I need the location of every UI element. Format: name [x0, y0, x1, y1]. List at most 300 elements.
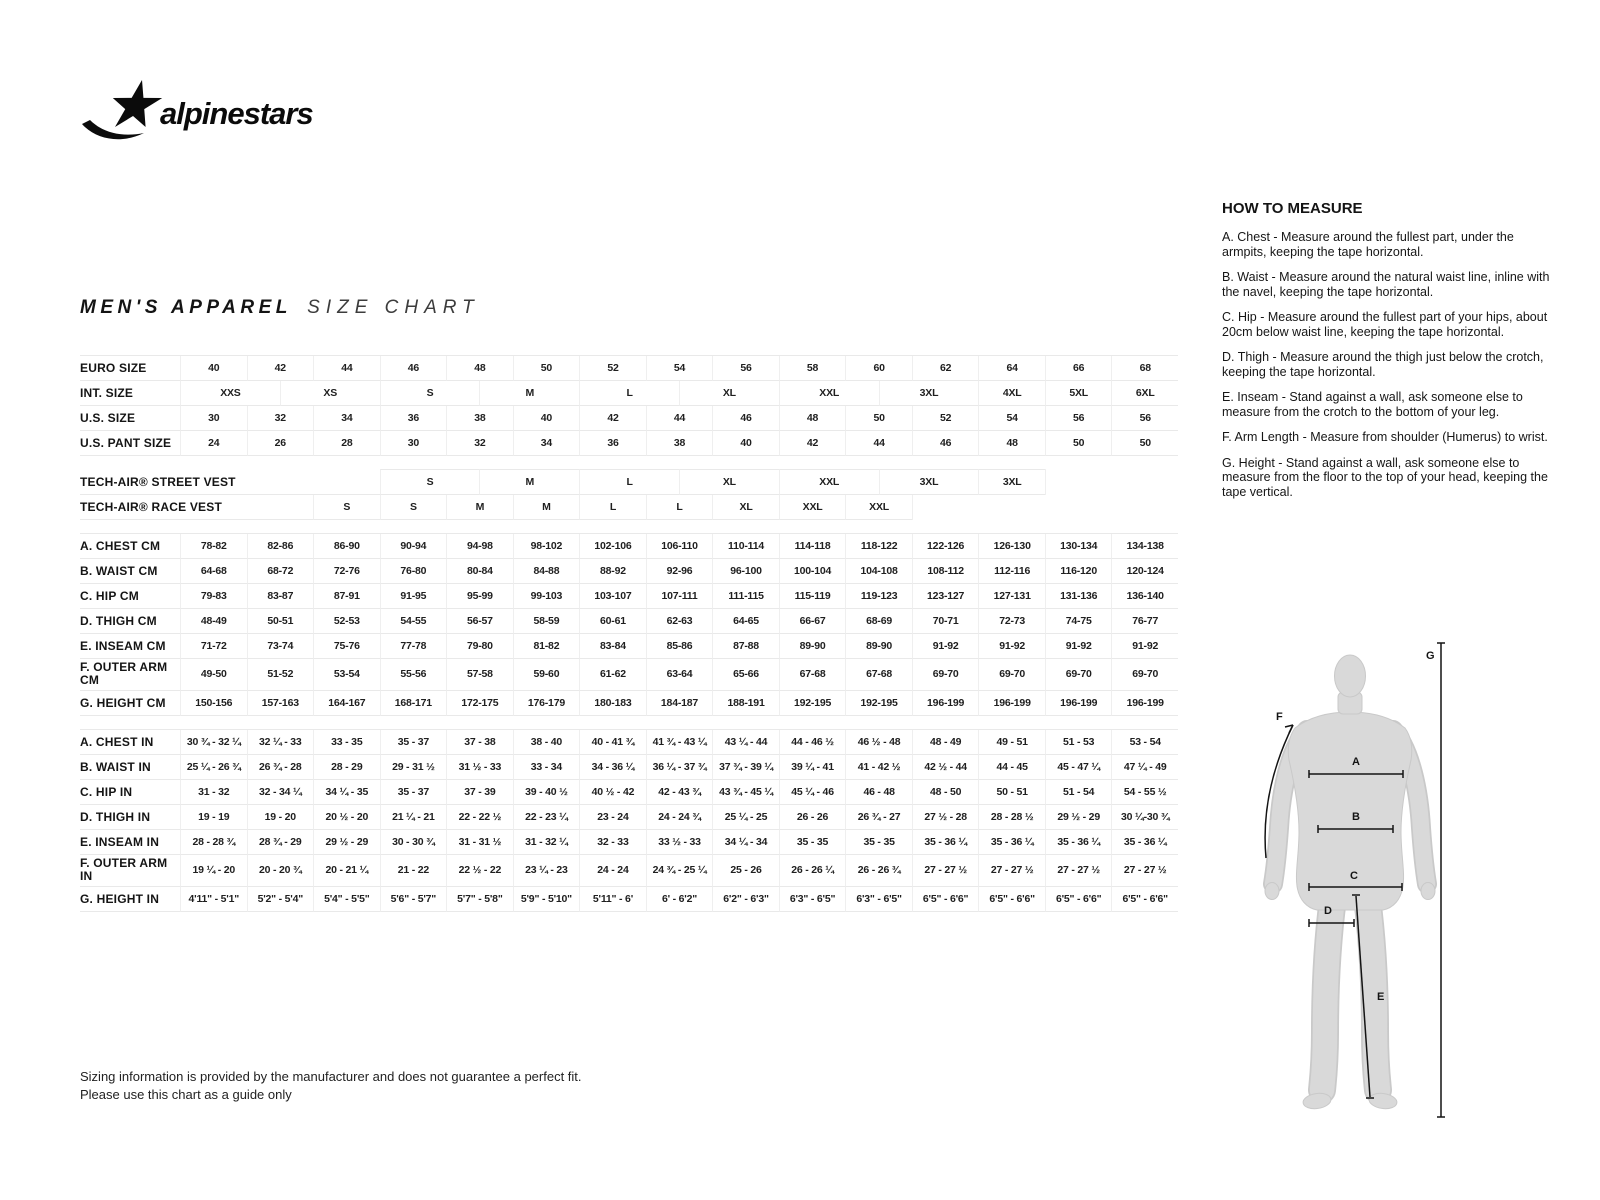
size-cell: 3XL — [879, 469, 979, 495]
size-cell: 26 - 26 — [779, 805, 846, 830]
size-cell: 44 — [646, 406, 713, 431]
size-cell: 71-72 — [180, 634, 247, 659]
size-cell: 25 ¼ - 25 — [712, 805, 779, 830]
size-cell: L — [579, 469, 679, 495]
size-cell: 54 - 55 ½ — [1111, 780, 1178, 805]
size-cell: 27 - 27 ½ — [912, 855, 979, 887]
size-cell: 123-127 — [912, 584, 979, 609]
size-cell: M — [446, 495, 513, 520]
size-cell: 65-66 — [712, 659, 779, 691]
size-cell: 26 - 26 ¼ — [779, 855, 846, 887]
size-cell: 157-163 — [247, 691, 314, 716]
size-cell: 53 - 54 — [1111, 730, 1178, 755]
size-cell: 20 ½ - 20 — [313, 805, 380, 830]
size-cell: 42 — [779, 431, 846, 456]
size-cell: M — [479, 381, 579, 406]
size-cell: 58-59 — [513, 609, 580, 634]
size-cell: 86-90 — [313, 534, 380, 559]
logo-wordmark: alpinestars — [160, 96, 313, 131]
size-cell: 56-57 — [446, 609, 513, 634]
size-cell: 196-199 — [978, 691, 1045, 716]
size-cell: 32 - 33 — [579, 830, 646, 855]
row-label: U.S. PANT SIZE — [80, 431, 180, 456]
measure-item: G. Height - Stand against a wall, ask someone else to measure from the floor to the top of your head, keeping the tape vertical. — [1222, 455, 1548, 499]
size-cell: 62 — [912, 356, 979, 381]
diagram-label-d: D — [1324, 905, 1332, 917]
size-cell: 20 - 21 ¼ — [313, 855, 380, 887]
footer-note — [80, 1068, 582, 1103]
size-cell: 98-102 — [513, 534, 580, 559]
size-cell: 39 - 40 ½ — [513, 780, 580, 805]
size-cell: 91-92 — [1111, 634, 1178, 659]
size-cell: 30 — [380, 431, 447, 456]
size-cell: 42 ½ - 44 — [912, 755, 979, 780]
size-cell: 19 ¼ - 20 — [180, 855, 247, 887]
size-cell: S — [380, 495, 447, 520]
size-cell: 6'5" - 6'6" — [1045, 887, 1112, 912]
size-cell: 44 - 45 — [978, 755, 1045, 780]
size-cell: XL — [679, 469, 779, 495]
size-cell: 61-62 — [579, 659, 646, 691]
size-cell: 56 — [1111, 406, 1178, 431]
size-cell: 90-94 — [380, 534, 447, 559]
size-cell: 6'2" - 6'3" — [712, 887, 779, 912]
size-cell: 184-187 — [646, 691, 713, 716]
page-title-primary: MEN'S APPAREL — [80, 297, 292, 318]
size-cell: 50-51 — [247, 609, 314, 634]
size-cell: 49-50 — [180, 659, 247, 691]
size-cell: 25 - 26 — [712, 855, 779, 887]
row-label: E. INSEAM CM — [80, 634, 180, 659]
table-block — [80, 729, 1178, 912]
size-cell: XXS — [180, 381, 280, 406]
measure-item: B. Waist - Measure around the natural waist line, inline with the navel, keeping the tape horizontal. — [1222, 270, 1550, 299]
footer-line-1: Sizing information is provided by the manufacturer and does not guarantee a perfect fit. — [80, 1069, 582, 1084]
size-cell: 24 - 24 ¾ — [646, 805, 713, 830]
size-cell: 33 ½ - 33 — [646, 830, 713, 855]
size-cell: 32 ¼ - 33 — [247, 730, 314, 755]
size-cell: 64-65 — [712, 609, 779, 634]
size-cell: 56 — [1045, 406, 1112, 431]
body-diagram-icon — [1232, 632, 1462, 1122]
size-cell: 94-98 — [446, 534, 513, 559]
size-cell: M — [513, 495, 580, 520]
empty-cell — [912, 495, 1178, 520]
measure-item: A. Chest - Measure around the fullest part, under the armpits, keeping the tape horizontal. — [1222, 230, 1514, 259]
size-cell: XS — [280, 381, 380, 406]
size-cell: 42 — [247, 356, 314, 381]
size-cell: 43 ¼ - 44 — [712, 730, 779, 755]
size-cell: 91-92 — [1045, 634, 1112, 659]
size-cell: 32 — [247, 406, 314, 431]
size-cell: 115-119 — [779, 584, 846, 609]
size-cell: 51 - 53 — [1045, 730, 1112, 755]
size-cell: 36 ¼ - 37 ¾ — [646, 755, 713, 780]
size-cell: M — [479, 469, 579, 495]
size-cell: 91-92 — [978, 634, 1045, 659]
size-cell: 126-130 — [978, 534, 1045, 559]
size-cell: XL — [679, 381, 779, 406]
size-cell: 21 - 22 — [380, 855, 447, 887]
size-cell: 34 — [313, 406, 380, 431]
size-cell: 41 - 42 ½ — [845, 755, 912, 780]
size-cell: 55-56 — [380, 659, 447, 691]
size-cell: 134-138 — [1111, 534, 1178, 559]
size-cell: 6' - 6'2" — [646, 887, 713, 912]
size-cell: 107-111 — [646, 584, 713, 609]
size-cell: 82-86 — [247, 534, 314, 559]
size-cell: 46 — [380, 356, 447, 381]
size-cell: 85-86 — [646, 634, 713, 659]
size-cell: 92-96 — [646, 559, 713, 584]
size-cell: 6'5" - 6'6" — [912, 887, 979, 912]
size-cell: 69-70 — [1111, 659, 1178, 691]
size-cell: 5'6" - 5'7" — [380, 887, 447, 912]
size-cell: 168-171 — [380, 691, 447, 716]
size-cell: 64-68 — [180, 559, 247, 584]
size-cell: 91-92 — [912, 634, 979, 659]
measure-items — [1222, 230, 1550, 499]
size-cell: 52 — [912, 406, 979, 431]
size-cell: 4'11" - 5'1" — [180, 887, 247, 912]
size-cell: 19 - 20 — [247, 805, 314, 830]
size-cell: 103-107 — [579, 584, 646, 609]
size-cell: 52 — [579, 356, 646, 381]
size-cell: 46 — [712, 406, 779, 431]
size-cell: 111-115 — [712, 584, 779, 609]
size-cell: 35 - 37 — [380, 730, 447, 755]
size-cell: 69-70 — [978, 659, 1045, 691]
size-cell: 5'7" - 5'8" — [446, 887, 513, 912]
size-cell: 43 ¾ - 45 ¼ — [712, 780, 779, 805]
size-cell: 46 — [912, 431, 979, 456]
size-cell: 68 — [1111, 356, 1178, 381]
size-cell: 4XL — [978, 381, 1045, 406]
size-cell: 29 ½ - 29 — [1045, 805, 1112, 830]
size-cell: 47 ¼ - 49 — [1111, 755, 1178, 780]
size-cell: 20 - 20 ¾ — [247, 855, 314, 887]
size-cell: 50 — [1045, 431, 1112, 456]
size-cell: 41 ¾ - 43 ¼ — [646, 730, 713, 755]
table-block — [80, 469, 1178, 520]
size-cell: 28 - 29 — [313, 755, 380, 780]
size-cell: 54 — [978, 406, 1045, 431]
row-label: TECH-AIR® RACE VEST — [80, 495, 180, 520]
size-cell: 40 ½ - 42 — [579, 780, 646, 805]
size-cell: 192-195 — [779, 691, 846, 716]
size-cell: 83-87 — [247, 584, 314, 609]
size-cell: 23 - 24 — [579, 805, 646, 830]
size-cell: 68-72 — [247, 559, 314, 584]
size-cell: 196-199 — [1045, 691, 1112, 716]
size-cell: 66 — [1045, 356, 1112, 381]
size-cell: 57-58 — [446, 659, 513, 691]
size-cell: 39 ¼ - 41 — [779, 755, 846, 780]
size-cell: 30 ¾ - 32 ¼ — [180, 730, 247, 755]
size-cell: 48 - 50 — [912, 780, 979, 805]
size-cell: 27 - 27 ½ — [1045, 855, 1112, 887]
size-cell: 176-179 — [513, 691, 580, 716]
size-cell: 88-92 — [579, 559, 646, 584]
size-cell: 40 — [712, 431, 779, 456]
size-cell: 130-134 — [1045, 534, 1112, 559]
size-cell: 3XL — [879, 381, 979, 406]
size-cell: 32 - 34 ¼ — [247, 780, 314, 805]
size-cell: 28 — [313, 431, 380, 456]
size-cell: 59-60 — [513, 659, 580, 691]
size-cell: 6'5" - 6'6" — [978, 887, 1045, 912]
size-cell: 31 ½ - 33 — [446, 755, 513, 780]
table-block — [80, 355, 1178, 456]
size-cell: 77-78 — [380, 634, 447, 659]
size-cell: 75-76 — [313, 634, 380, 659]
size-cell: 196-199 — [1111, 691, 1178, 716]
size-cell: 35 - 36 ¼ — [1045, 830, 1112, 855]
empty-cell — [1045, 469, 1178, 495]
measure-item: E. Inseam - Stand against a wall, ask someone else to measure from the crotch to the bottom of your leg. — [1222, 390, 1523, 419]
size-cell: 116-120 — [1045, 559, 1112, 584]
size-cell: 122-126 — [912, 534, 979, 559]
measure-item: C. Hip - Measure around the fullest part of your hips, about 20cm below waist line, keeping the tape horizontal. — [1222, 310, 1548, 339]
size-cell: 110-114 — [712, 534, 779, 559]
size-cell: 50 — [1111, 431, 1178, 456]
size-cell: 188-191 — [712, 691, 779, 716]
size-cell: XXL — [845, 495, 912, 520]
size-cell: 37 ¾ - 39 ¼ — [712, 755, 779, 780]
size-cell: 24 - 24 — [579, 855, 646, 887]
size-cell: 72-73 — [978, 609, 1045, 634]
measure-item: F. Arm Length - Measure from shoulder (Humerus) to wrist. — [1222, 430, 1548, 444]
size-cell: 36 — [380, 406, 447, 431]
size-cell: 63-64 — [646, 659, 713, 691]
size-cell: 89-90 — [845, 634, 912, 659]
diagram-label-f: F — [1276, 711, 1283, 723]
size-cell: 6'3" - 6'5" — [845, 887, 912, 912]
size-cell: 46 ½ - 48 — [845, 730, 912, 755]
size-cell: 48 - 49 — [912, 730, 979, 755]
size-cell: 42 - 43 ¾ — [646, 780, 713, 805]
size-cell: 192-195 — [845, 691, 912, 716]
size-cell: 68-69 — [845, 609, 912, 634]
size-cell: 5'4" - 5'5" — [313, 887, 380, 912]
page-title — [80, 297, 480, 319]
size-cell: 48-49 — [180, 609, 247, 634]
size-cell: 95-99 — [446, 584, 513, 609]
size-cell: 58 — [779, 356, 846, 381]
row-label: D. THIGH CM — [80, 609, 180, 634]
size-cell: 56 — [712, 356, 779, 381]
size-cell: 50 — [513, 356, 580, 381]
size-cell: 62-63 — [646, 609, 713, 634]
size-cell: 25 ¼ - 26 ¾ — [180, 755, 247, 780]
size-cell: 34 — [513, 431, 580, 456]
size-cell: 91-95 — [380, 584, 447, 609]
size-cell: 38 - 40 — [513, 730, 580, 755]
size-cell: 180-183 — [579, 691, 646, 716]
size-cell: 34 - 36 ¼ — [579, 755, 646, 780]
size-cell: 50 — [845, 406, 912, 431]
size-cell: 46 - 48 — [845, 780, 912, 805]
size-cell: 73-74 — [247, 634, 314, 659]
size-cell: 112-116 — [978, 559, 1045, 584]
size-cell: 76-77 — [1111, 609, 1178, 634]
footer-line-2: Please use this chart as a guide only — [80, 1086, 292, 1102]
size-cell: 100-104 — [779, 559, 846, 584]
size-cell: 35 - 35 — [779, 830, 846, 855]
size-cell: 27 ½ - 28 — [912, 805, 979, 830]
size-cell: 44 — [313, 356, 380, 381]
size-cell: 36 — [579, 431, 646, 456]
size-cell: 6'5" - 6'6" — [1111, 887, 1178, 912]
size-cell: 31 - 31 ½ — [446, 830, 513, 855]
size-cell: 69-70 — [1045, 659, 1112, 691]
size-cell: 31 - 32 ¼ — [513, 830, 580, 855]
size-cell: 40 — [180, 356, 247, 381]
size-cell: S — [313, 495, 380, 520]
size-cell: 102-106 — [579, 534, 646, 559]
size-cell: 28 ¾ - 29 — [247, 830, 314, 855]
size-cell: 119-123 — [845, 584, 912, 609]
size-table — [80, 355, 1178, 912]
diagram-label-b: B — [1352, 811, 1360, 823]
size-cell: 21 ¼ - 21 — [380, 805, 447, 830]
size-cell: 164-167 — [313, 691, 380, 716]
size-cell: 26 — [247, 431, 314, 456]
size-cell: 67-68 — [845, 659, 912, 691]
size-cell: 44 — [845, 431, 912, 456]
size-cell: 45 - 47 ¼ — [1045, 755, 1112, 780]
size-cell: 35 - 36 ¼ — [1111, 830, 1178, 855]
size-cell: 172-175 — [446, 691, 513, 716]
alpinestars-logo-icon — [76, 74, 356, 148]
size-cell: 42 — [579, 406, 646, 431]
size-cell: 51-52 — [247, 659, 314, 691]
row-label: C. HIP CM — [80, 584, 180, 609]
size-cell: 118-122 — [845, 534, 912, 559]
size-cell: 67-68 — [779, 659, 846, 691]
size-cell: 104-108 — [845, 559, 912, 584]
row-label: EURO SIZE — [80, 356, 180, 381]
size-cell: 53-54 — [313, 659, 380, 691]
size-cell: 19 - 19 — [180, 805, 247, 830]
row-label: D. THIGH IN — [80, 805, 180, 830]
size-cell: 196-199 — [912, 691, 979, 716]
size-cell: 22 - 23 ¼ — [513, 805, 580, 830]
size-cell: 80-84 — [446, 559, 513, 584]
diagram-label-a: A — [1352, 756, 1360, 768]
size-cell: 34 ¼ - 34 — [712, 830, 779, 855]
size-cell: L — [579, 495, 646, 520]
size-cell: 3XL — [978, 469, 1045, 495]
size-cell: 70-71 — [912, 609, 979, 634]
size-cell: 26 - 26 ¾ — [845, 855, 912, 887]
row-label: F. OUTER ARM CM — [80, 659, 180, 691]
size-cell: 33 - 35 — [313, 730, 380, 755]
size-cell: XXL — [779, 381, 879, 406]
size-cell: 72-76 — [313, 559, 380, 584]
size-cell: 114-118 — [779, 534, 846, 559]
size-cell: 66-67 — [779, 609, 846, 634]
size-cell: 27 - 27 ½ — [1111, 855, 1178, 887]
diagram-label-c: C — [1350, 870, 1358, 882]
size-cell: 40 — [513, 406, 580, 431]
row-label: B. WAIST CM — [80, 559, 180, 584]
size-cell: 26 ¾ - 28 — [247, 755, 314, 780]
size-cell: 35 - 35 — [845, 830, 912, 855]
size-cell: 99-103 — [513, 584, 580, 609]
size-cell: 50 - 51 — [978, 780, 1045, 805]
size-cell: L — [579, 381, 679, 406]
row-label: A. CHEST IN — [80, 730, 180, 755]
size-cell: 38 — [446, 406, 513, 431]
diagram-label-e: E — [1377, 991, 1385, 1003]
size-cell: 76-80 — [380, 559, 447, 584]
size-cell: 28 - 28 ¾ — [180, 830, 247, 855]
size-cell: XXL — [779, 495, 846, 520]
size-cell: S — [380, 381, 480, 406]
size-cell: XL — [712, 495, 779, 520]
size-cell: 106-110 — [646, 534, 713, 559]
size-cell: 89-90 — [779, 634, 846, 659]
size-cell: 30 - 30 ¾ — [380, 830, 447, 855]
size-cell: 96-100 — [712, 559, 779, 584]
size-cell: S — [380, 469, 480, 495]
size-cell: 78-82 — [180, 534, 247, 559]
size-cell: 22 ½ - 22 — [446, 855, 513, 887]
size-cell: 48 — [446, 356, 513, 381]
row-label: INT. SIZE — [80, 381, 180, 406]
size-cell: 29 - 31 ½ — [380, 755, 447, 780]
size-cell: 5'11" - 6' — [579, 887, 646, 912]
size-cell: 81-82 — [513, 634, 580, 659]
row-label: G. HEIGHT CM — [80, 691, 180, 716]
size-cell: 69-70 — [912, 659, 979, 691]
size-cell: 35 - 36 ¼ — [912, 830, 979, 855]
page-title-secondary: SIZE CHART — [307, 297, 480, 318]
size-cell: 48 — [978, 431, 1045, 456]
size-cell: 30 ¼-30 ¾ — [1111, 805, 1178, 830]
row-label: A. CHEST CM — [80, 534, 180, 559]
size-cell: 40 - 41 ¾ — [579, 730, 646, 755]
size-cell: 26 ¾ - 27 — [845, 805, 912, 830]
size-cell: 30 — [180, 406, 247, 431]
table-block — [80, 533, 1178, 716]
size-cell: 22 - 22 ½ — [446, 805, 513, 830]
size-cell: 60 — [845, 356, 912, 381]
size-cell: 54-55 — [380, 609, 447, 634]
size-cell: 27 - 27 ½ — [978, 855, 1045, 887]
size-cell: 35 - 36 ¼ — [978, 830, 1045, 855]
row-label: C. HIP IN — [80, 780, 180, 805]
size-cell: 32 — [446, 431, 513, 456]
size-cell: 5XL — [1045, 381, 1112, 406]
size-cell: 37 - 39 — [446, 780, 513, 805]
size-cell: 28 - 28 ½ — [978, 805, 1045, 830]
size-cell: 38 — [646, 431, 713, 456]
size-cell: 52-53 — [313, 609, 380, 634]
size-cell: 74-75 — [1045, 609, 1112, 634]
size-cell: 84-88 — [513, 559, 580, 584]
size-cell: 79-80 — [446, 634, 513, 659]
size-cell: 131-136 — [1045, 584, 1112, 609]
row-label: G. HEIGHT IN — [80, 887, 180, 912]
size-cell: 48 — [779, 406, 846, 431]
size-cell: 34 ¼ - 35 — [313, 780, 380, 805]
size-cell: 6'3" - 6'5" — [779, 887, 846, 912]
size-cell: 37 - 38 — [446, 730, 513, 755]
size-cell: 33 - 34 — [513, 755, 580, 780]
size-cell: 51 - 54 — [1045, 780, 1112, 805]
